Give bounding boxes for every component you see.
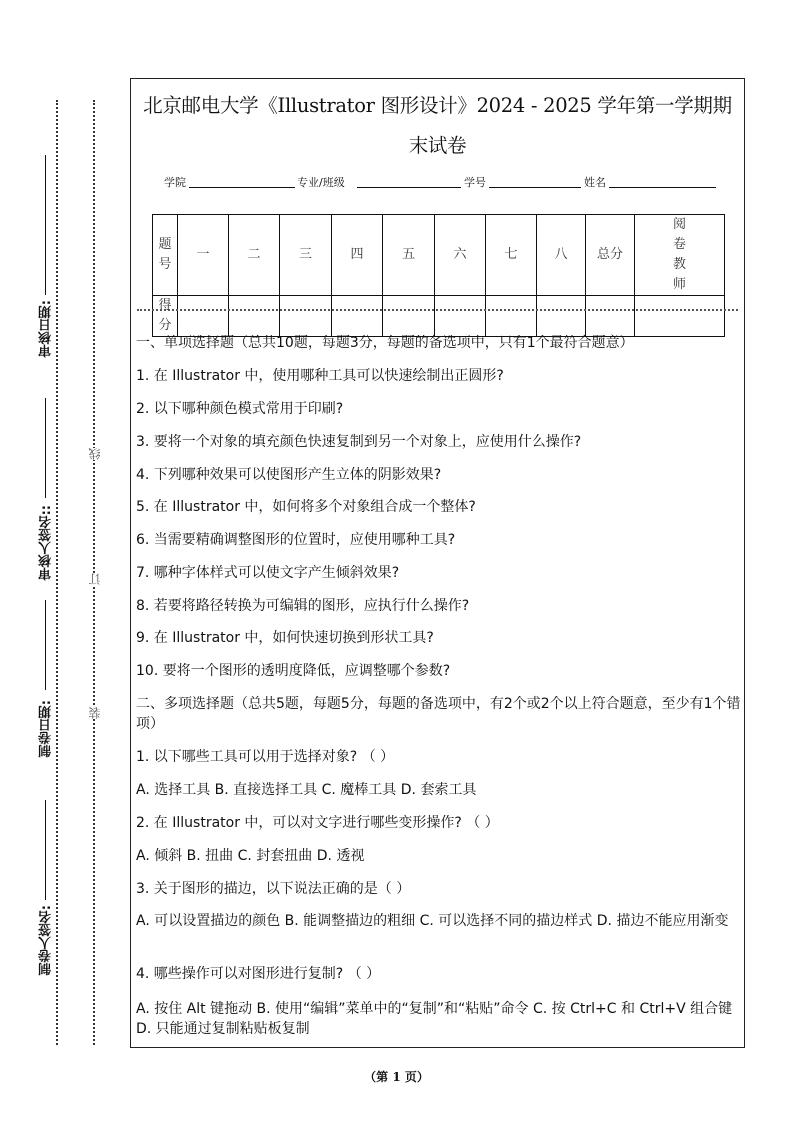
field-label-college: 学院 [164, 176, 186, 189]
score-cell[interactable] [280, 296, 332, 337]
field-label-name: 姓名 [584, 176, 606, 189]
score-cell[interactable] [332, 296, 383, 337]
table-cell: 五 [383, 215, 435, 296]
table-cell: 总分 [586, 215, 635, 296]
options: A. 选择工具 B. 直接选择工具 C. 魔棒工具 D. 套索工具 [136, 782, 477, 798]
college-field[interactable] [189, 187, 295, 188]
score-cell[interactable] [383, 296, 435, 337]
question: 9. 在 Illustrator 中，如何快速切换到形状工具? [136, 630, 434, 646]
question: 3. 要将一个对象的填充颜色快速复制到另一个对象上，应使用什么操作? [136, 434, 582, 450]
table-cell: 八 [537, 215, 586, 296]
score-cell[interactable] [229, 296, 280, 337]
table-row-score [153, 296, 725, 337]
page-number: （第 1 页） [364, 1070, 429, 1084]
table-row-header [153, 215, 725, 296]
options: A. 可以设置描边的颜色 B. 能调整描边的粗细 C. 可以选择不同的描边样式 D. 描边不能应用渐变 [136, 913, 729, 929]
name-field[interactable] [609, 187, 716, 188]
options: A. 倾斜 B. 扭曲 C. 封套扭曲 D. 透视 [136, 848, 365, 864]
student-id-field[interactable] [489, 187, 581, 188]
table-cell: 阅卷教师 [635, 215, 725, 296]
signature-line [45, 155, 46, 295]
binding-dotted-line-outer [56, 100, 58, 1045]
table-cell: 四 [332, 215, 383, 296]
section-heading: 一、单项选择题（总共10题，每题3分，每题的备选项中，只有1个最符合题意） [136, 335, 634, 351]
table-cell: 七 [486, 215, 537, 296]
question: 10. 要将一个图形的透明度降低，应调整哪个参数? [136, 663, 451, 679]
reviewer-signature-label: 审核人签名:: [39, 505, 54, 581]
options: A. 按住 Alt 键拖动 B. 使用“编辑”菜单中的“复制”和“粘贴”命令 C. 按 Ctrl+C 和 Ctrl+V 组合键 D. 只能通过复制粘贴板复制 [136, 1001, 733, 1037]
binding-mark-xian: 线 [88, 448, 102, 460]
table-cell: 六 [435, 215, 486, 296]
exam-title-cont: 末试卷 [408, 134, 467, 157]
question: 3. 关于图形的描边，以下说法正确的是（ ） [136, 881, 411, 897]
score-cell[interactable] [435, 296, 486, 337]
question: 1. 以下哪些工具可以用于选择对象? （ ） [136, 749, 395, 765]
question: 6. 当需要精确调整图形的位置时，应使用哪种工具? [136, 532, 456, 548]
exam-title: 北京邮电大学《Illustrator 图形设计》2024 - 2025 学年第一学期期 [143, 94, 732, 117]
table-cell: 得分 [153, 296, 178, 337]
table-cell: 一 [178, 215, 229, 296]
signature-line [45, 600, 46, 690]
table-cell: 三 [280, 215, 332, 296]
score-cell[interactable] [635, 296, 725, 337]
field-label-student-id: 学号 [464, 176, 486, 189]
question: 1. 在 Illustrator 中，使用哪种工具可以快速绘制出正圆形? [136, 368, 504, 384]
question: 4. 哪些操作可以对图形进行复制? （ ） [136, 966, 381, 982]
score-table [152, 214, 725, 337]
question: 7. 哪种字体样式可以使文字产生倾斜效果? [136, 565, 400, 581]
score-cell[interactable] [537, 296, 586, 337]
score-cell[interactable] [586, 296, 635, 337]
table-cell: 题号 [153, 215, 178, 296]
paper-maker-signature-label: 制卷人签名: [39, 905, 54, 976]
field-label-major-class: 专业/班级 [297, 176, 345, 189]
signature-line [45, 800, 46, 900]
review-date-label: 审核日期: [39, 300, 54, 358]
section-heading: 二、多项选择题（总共5题，每题5分，每题的备选项中，有2个或2个以上符合题意，至少有1个错项） [136, 696, 741, 732]
dotted-divider [137, 309, 738, 311]
question: 8. 若要将路径转换为可编辑的图形，应执行什么操作? [136, 598, 470, 614]
signature-line [45, 398, 46, 498]
question: 2. 在 Illustrator 中，可以对文字进行哪些变形操作? （ ） [136, 815, 499, 831]
major-class-field[interactable] [357, 187, 461, 188]
question: 5. 在 Illustrator 中，如何将多个对象组合成一个整体? [136, 499, 476, 515]
binding-mark-ding: 订 [88, 573, 102, 585]
table-cell: 二 [229, 215, 280, 296]
score-cell[interactable] [178, 296, 229, 337]
binding-mark-zhuang: 装 [88, 707, 102, 719]
question: 4. 下列哪种效果可以使图形产生立体的阴影效果? [136, 467, 442, 483]
paper-date-label: 制卷日期: [39, 700, 54, 758]
score-cell[interactable] [486, 296, 537, 337]
question: 2. 以下哪种颜色模式常用于印刷? [136, 401, 344, 417]
